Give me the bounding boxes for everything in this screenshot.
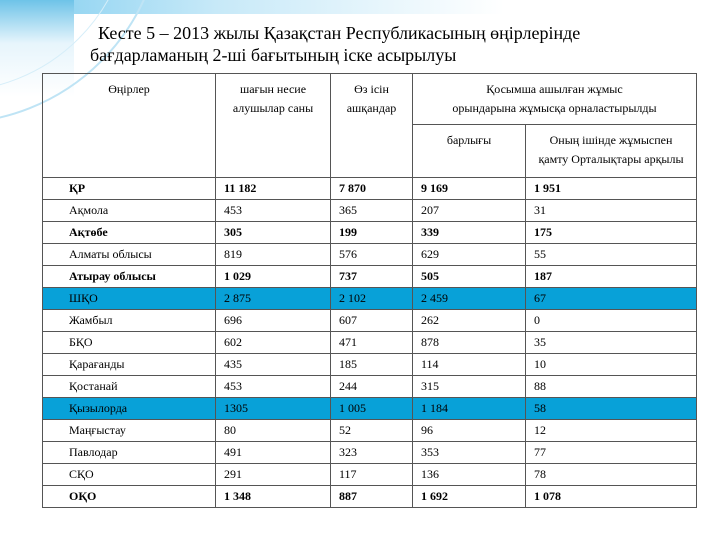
cell-total: 315 <box>413 376 526 398</box>
cell-centers: 55 <box>526 244 697 266</box>
cell-total: 505 <box>413 266 526 288</box>
cell-small-credit: 80 <box>216 420 331 442</box>
cell-small-credit: 819 <box>216 244 331 266</box>
cell-centers: 78 <box>526 464 697 486</box>
table-row <box>43 354 697 376</box>
header-employed-line1: Қосымша ашылған жұмыс <box>486 82 623 96</box>
cell-region: ОҚО <box>43 486 216 508</box>
table-row <box>43 464 697 486</box>
cell-centers: 175 <box>526 222 697 244</box>
cell-region: Атырау облысы <box>43 266 216 288</box>
cell-region: БҚО <box>43 332 216 354</box>
title-line-1: Кесте 5 – 2013 жылы Қазақстан Республикасының өңірлерінде <box>98 23 581 43</box>
cell-small-credit: 602 <box>216 332 331 354</box>
cell-region: Қарағанды <box>43 354 216 376</box>
header-additional-jobs <box>413 74 697 125</box>
cell-opened: 737 <box>331 266 413 288</box>
cell-total: 207 <box>413 200 526 222</box>
cell-total: 339 <box>413 222 526 244</box>
cell-region: СҚО <box>43 464 216 486</box>
cell-region: Маңғыстау <box>43 420 216 442</box>
cell-total: 9 169 <box>413 178 526 200</box>
cell-opened: 199 <box>331 222 413 244</box>
header-total-label: барлығы <box>446 133 492 147</box>
cell-small-credit: 2 875 <box>216 288 331 310</box>
cell-centers: 1 078 <box>526 486 697 508</box>
cell-region: Қостанай <box>43 376 216 398</box>
header-opened-line1: Өз ісін <box>354 82 389 96</box>
cell-small-credit: 1 348 <box>216 486 331 508</box>
table-row <box>43 178 697 200</box>
cell-opened: 117 <box>331 464 413 486</box>
cell-total: 353 <box>413 442 526 464</box>
table-row <box>43 222 697 244</box>
cell-total: 114 <box>413 354 526 376</box>
header-small-credit <box>216 74 331 178</box>
cell-opened: 7 870 <box>331 178 413 200</box>
table-row <box>43 244 697 266</box>
table-row <box>43 376 697 398</box>
table-row <box>43 200 697 222</box>
cell-region: Қызылорда <box>43 398 216 420</box>
cell-opened: 887 <box>331 486 413 508</box>
table-row <box>43 486 697 508</box>
cell-small-credit: 696 <box>216 310 331 332</box>
table-row <box>43 310 697 332</box>
header-employment-centers <box>526 125 697 178</box>
cell-opened: 323 <box>331 442 413 464</box>
cell-total: 878 <box>413 332 526 354</box>
cell-small-credit: 291 <box>216 464 331 486</box>
header-centers-line2: қамту Орталықтары арқылы <box>538 152 684 166</box>
cell-small-credit: 1 029 <box>216 266 331 288</box>
cell-small-credit: 491 <box>216 442 331 464</box>
header-regions <box>43 74 216 178</box>
cell-small-credit: 453 <box>216 200 331 222</box>
header-regions-label: Өңірлер <box>108 82 150 96</box>
cell-centers: 58 <box>526 398 697 420</box>
cell-region: Жамбыл <box>43 310 216 332</box>
cell-centers: 88 <box>526 376 697 398</box>
cell-total: 2 459 <box>413 288 526 310</box>
table-row <box>43 398 697 420</box>
cell-region: Алматы облысы <box>43 244 216 266</box>
cell-region: Ақмола <box>43 200 216 222</box>
header-small-credit-line2: алушылар саны <box>232 101 314 115</box>
cell-centers: 12 <box>526 420 697 442</box>
cell-opened: 576 <box>331 244 413 266</box>
cell-opened: 365 <box>331 200 413 222</box>
cell-opened: 185 <box>331 354 413 376</box>
cell-small-credit: 1305 <box>216 398 331 420</box>
cell-region: ШҚО <box>43 288 216 310</box>
cell-centers: 187 <box>526 266 697 288</box>
cell-centers: 1 951 <box>526 178 697 200</box>
cell-small-credit: 305 <box>216 222 331 244</box>
cell-opened: 244 <box>331 376 413 398</box>
table-row <box>43 266 697 288</box>
cell-centers: 67 <box>526 288 697 310</box>
cell-opened: 2 102 <box>331 288 413 310</box>
cell-opened: 1 005 <box>331 398 413 420</box>
table-row <box>43 420 697 442</box>
cell-centers: 10 <box>526 354 697 376</box>
page-title <box>90 22 690 66</box>
cell-region: ҚР <box>43 178 216 200</box>
header-centers-line1: Оның ішінде жұмыспен <box>549 133 673 147</box>
table-row <box>43 442 697 464</box>
cell-centers: 35 <box>526 332 697 354</box>
header-employed-line2: орындарына жұмысқа орналастырылды <box>452 101 657 115</box>
cell-centers: 31 <box>526 200 697 222</box>
cell-small-credit: 11 182 <box>216 178 331 200</box>
cell-region: Ақтөбе <box>43 222 216 244</box>
cell-opened: 471 <box>331 332 413 354</box>
cell-total: 96 <box>413 420 526 442</box>
cell-total: 1 184 <box>413 398 526 420</box>
header-total <box>413 125 526 178</box>
cell-region: Павлодар <box>43 442 216 464</box>
cell-small-credit: 435 <box>216 354 331 376</box>
cell-total: 262 <box>413 310 526 332</box>
cell-centers: 0 <box>526 310 697 332</box>
table-row <box>43 332 697 354</box>
table-row <box>43 288 697 310</box>
cell-total: 629 <box>413 244 526 266</box>
cell-total: 136 <box>413 464 526 486</box>
cell-opened: 52 <box>331 420 413 442</box>
header-opened-business <box>331 74 413 178</box>
regions-table <box>42 73 697 508</box>
cell-small-credit: 453 <box>216 376 331 398</box>
title-line-2: бағдарламаның 2-ші бағытының іске асырылуы <box>90 45 457 65</box>
cell-opened: 607 <box>331 310 413 332</box>
header-opened-line2: ашқандар <box>346 101 397 115</box>
header-small-credit-line1: шағын несие <box>239 82 307 96</box>
cell-total: 1 692 <box>413 486 526 508</box>
cell-centers: 77 <box>526 442 697 464</box>
